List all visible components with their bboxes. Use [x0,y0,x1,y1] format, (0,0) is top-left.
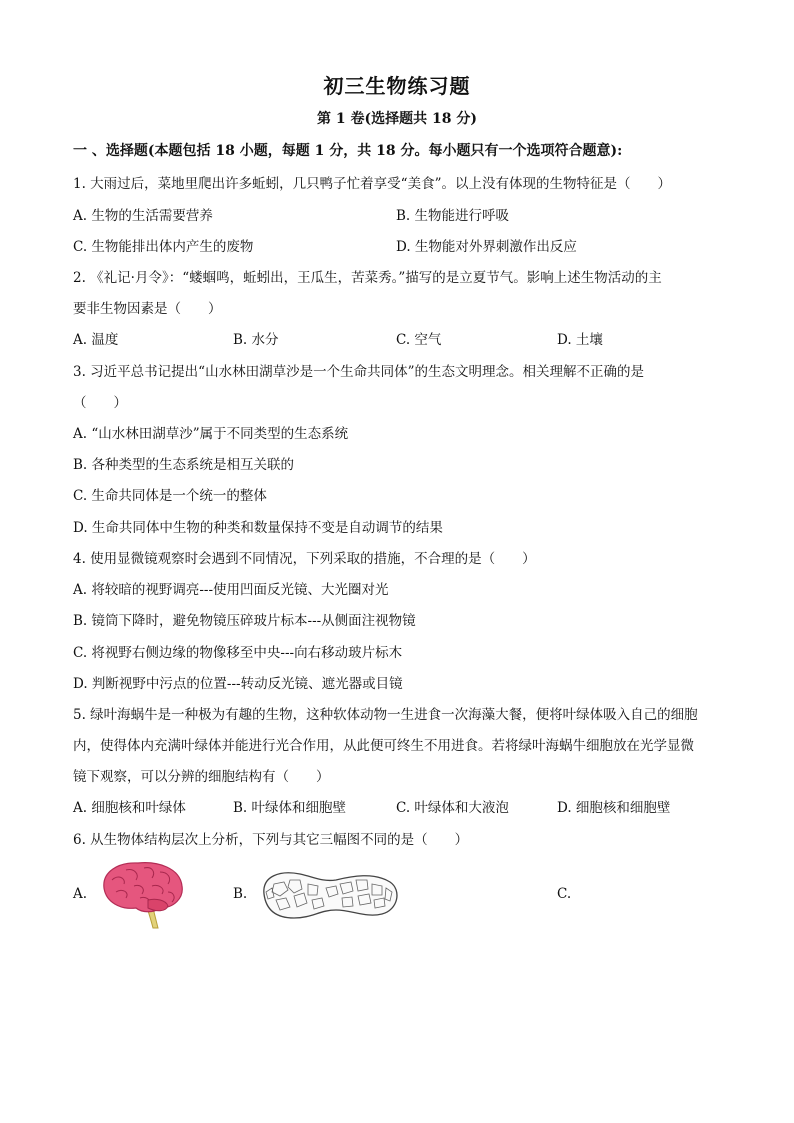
q4-stem: 4. 使用显微镜观察时会遇到不同情况，下列采取的措施，不合理的是（ ） [73,551,536,567]
q1-option-b: B. 生物能进行呼吸 [396,208,510,224]
q2-stem-line2: 要非生物因素是（ ） [73,301,222,317]
q5-option-c: C. 叶绿体和大液泡 [396,800,509,816]
q4-option-b: B. 镜筒下降时，避免物镜压碎玻片标本---从侧面注视物镜 [73,613,416,629]
q6-option-c-label: C. [557,886,572,902]
q2-option-b: B. 水分 [233,332,279,348]
q5-option-b: B. 叶绿体和细胞壁 [233,800,347,816]
q4-option-c: C. 将视野右侧边缘的物像移至中央---向右移动玻片标木 [73,645,403,661]
q3-stem-line1: 3. 习近平总书记提出“山水林田湖草沙是一个生命共同体”的生态文明理念。相关理解不正确的是 [73,364,644,380]
q6-option-b-label: B. [233,886,248,902]
q5-stem-line2: 内，使得体内充满叶绿体并能进行光合作用，从此便可终生不用进食。若将绿叶海蜗牛细胞放在光学显微 [73,738,694,754]
volume-subtitle: 第 1 卷(选择题共 18 分) [317,111,477,127]
q5-option-d: D. 细胞核和细胞壁 [557,800,671,816]
q2-stem-line1: 2. 《礼记·月令》：“蝼蝈鸣，蚯蚓出，王瓜生，苦菜秀。”描写的是立夏节气。影响上述生物活动的主 [73,270,662,286]
peanut-shell-illustration [256,866,402,924]
q4-option-a: A. 将较暗的视野调亮---使用凹面反光镜、大光圈对光 [73,582,389,598]
q3-option-c: C. 生命共同体是一个统一的整体 [73,488,267,504]
q3-option-a: A. “山水林田湖草沙”属于不同类型的生态系统 [73,426,349,442]
brain-illustration [96,858,188,930]
q6-stem: 6. 从生物体结构层次上分析，下列与其它三幅图不同的是（ ） [73,832,469,848]
q1-stem: 1. 大雨过后，菜地里爬出许多蚯蚓，几只鸭子忙着享受“美食”。以上没有体现的生物特征是（ ） [73,176,671,192]
q3-stem-line2: （ ） [73,395,127,411]
q6-option-a-label: A. [73,886,88,902]
q4-option-d: D. 判断视野中污点的位置---转动反光镜、遮光器或目镜 [73,676,403,692]
q2-option-d: D. 土壤 [557,332,603,348]
q2-option-c: C. 空气 [396,332,442,348]
page-title: 初三生物练习题 [323,74,471,98]
q3-option-b: B. 各种类型的生态系统是相互关联的 [73,457,295,473]
q2-option-a: A. 温度 [73,332,119,348]
q3-option-d: D. 生命共同体中生物的种类和数量保持不变是自动调节的结果 [73,520,443,536]
q1-option-a: A. 生物的生活需要营养 [73,208,213,224]
q1-option-c: C. 生物能排出体内产生的废物 [73,239,254,255]
q5-option-a: A. 细胞核和叶绿体 [73,800,186,816]
section-heading: 一 、选择题(本题包括 18 小题，每题 1 分，共 18 分。每小题只有一个选项符合题意): [73,143,623,159]
q1-option-d: D. 生物能对外界刺激作出反应 [396,239,577,255]
q5-stem-line1: 5. 绿叶海蜗牛是一种极为有趣的生物，这种软体动物一生进食一次海藻大餐，便将叶绿体吸入自己的细胞 [73,707,698,723]
q5-stem-line3: 镜下观察，可以分辨的细胞结构有（ ） [73,769,330,785]
